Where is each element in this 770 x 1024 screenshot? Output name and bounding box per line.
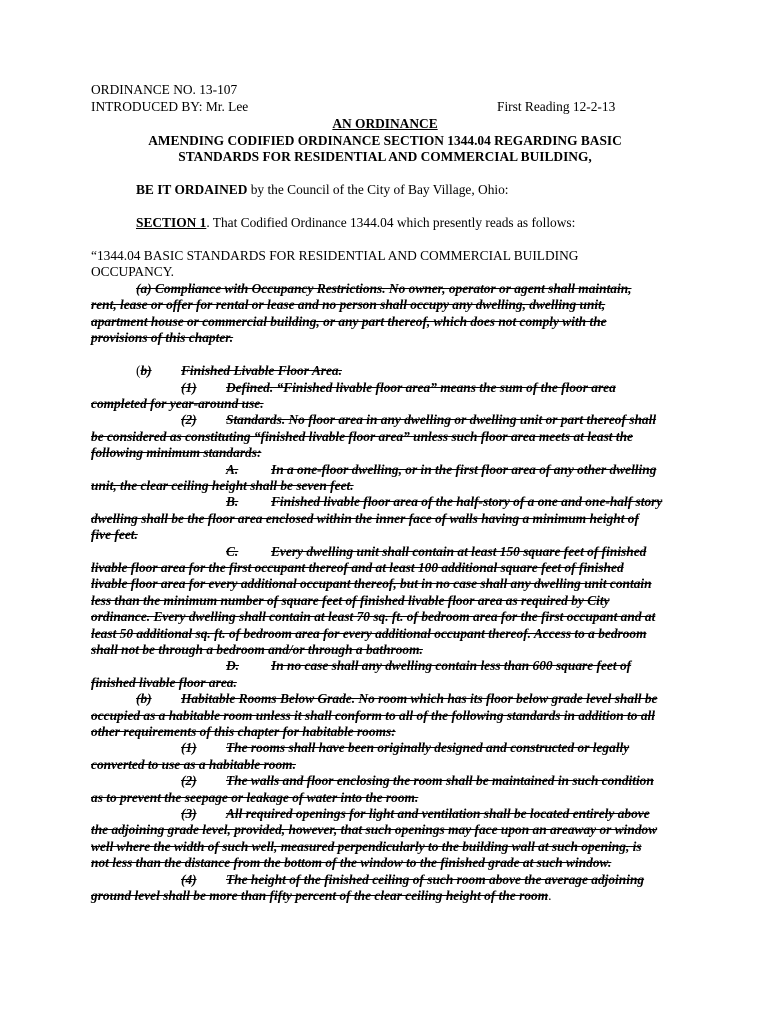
section-heading-line2: OCCUPANCY. <box>91 264 174 279</box>
para-h4-line2: ground level shall be more than fifty percent of the clear ceiling height of the room <box>91 888 549 903</box>
para-b1-number: (1) <box>181 380 197 395</box>
ordinance-number: ORDINANCE NO. 13-107 <box>91 82 238 97</box>
para-h3-line2: the adjoining grade level, provided, however, that such openings may face upon an areaway or window <box>91 822 658 837</box>
introduced-by: INTRODUCED BY: Mr. Lee <box>91 99 249 114</box>
para-A-line1: In a one-floor dwelling, or in the first floor area of any other dwelling <box>271 462 657 477</box>
para-h2-line2: as to prevent the seepage or leakage of water into the room. <box>91 790 419 805</box>
ordinance-title: AN ORDINANCE <box>332 116 438 131</box>
para-b-title: Finished Livable Floor Area. <box>181 363 342 378</box>
para-h1-line2: converted to use as a habitable room. <box>91 757 296 772</box>
first-reading: First Reading 12-2-13 <box>497 99 616 114</box>
para-C-line5: ordinance. Every dwelling shall contain at least 70 sq. ft. of bedroom area for the first occupant and at <box>91 609 656 624</box>
para-C-line1: Every dwelling unit shall contain at least 150 square feet of finished <box>271 544 647 559</box>
para-b2-number: (2) <box>181 412 197 427</box>
para-b-number <box>136 363 152 379</box>
para-h4-line1: The height of the finished ceiling of such room above the average adjoining <box>226 872 645 887</box>
section-1 <box>136 215 575 231</box>
para-B-line3: five feet. <box>91 527 138 542</box>
para-b-letter: b) <box>140 363 152 378</box>
para-C-line7: shall not be through a bedroom and/or through a bathroom. <box>91 642 423 657</box>
para-D-line1: In no case shall any dwelling contain less than 600 square feet of <box>271 658 632 673</box>
para-A-line2: unit, the clear ceiling height shall be seven feet. <box>91 478 354 493</box>
para-B-line1: Finished livable floor area of the half-story of a one and one-half story <box>271 494 663 509</box>
para-D-line2: finished livable floor area. <box>91 675 237 690</box>
para-C-line4: less than the minimum number of square feet of finished livable floor area as required by City <box>91 593 610 608</box>
para-h3-line4: not less than the distance from the bottom of the window to the finished grade at such window. <box>91 855 612 870</box>
para-C-line6: least 50 additional sq. ft. of bedroom area for every additional occupant thereof. Access to a bedroom <box>91 626 647 641</box>
para-b2-line1: Standards. No floor area in any dwelling or dwelling unit or part thereof shall <box>226 412 657 427</box>
para-b2-line2: be considered as constituting “finished livable floor area” unless such floor area meets at least the <box>91 429 633 444</box>
para-hb-number: (b) <box>136 691 152 706</box>
para-C-number: C. <box>226 544 239 559</box>
para-hb-line2: occupied as a habitable room unless it shall conform to all of the following standards in addition to all <box>91 708 655 723</box>
be-it-ordained-rest: by the Council of the City of Bay Village, Ohio: <box>247 182 509 197</box>
para-A-number: A. <box>226 462 239 477</box>
para-a-line4: provisions of this chapter. <box>91 330 234 345</box>
para-hb-line3: other requirements of this chapter for habitable rooms: <box>91 724 396 739</box>
section-1-rest: . That Codified Ordinance 1344.04 which presently reads as follows: <box>206 215 576 230</box>
para-h2-number: (2) <box>181 773 197 788</box>
be-it-ordained-bold: BE IT ORDAINED <box>136 182 248 197</box>
para-h3-line3: well where the width of such well, measured perpendicularly to the building wall at such opening, is <box>91 839 642 854</box>
para-B-line2: dwelling shall be the floor area enclosed within the inner face of walls having a minimum height of <box>91 511 639 526</box>
para-C-line2: livable floor area for the first occupant thereof and at least 100 additional square feet of finished <box>91 560 624 575</box>
para-h2-line1: The walls and floor enclosing the room shall be maintained in such condition <box>226 773 654 788</box>
para-h4-end: . <box>548 888 552 903</box>
para-hb-line1: Habitable Rooms Below Grade. No room which has its floor below grade level shall be <box>181 691 658 706</box>
para-h4-line2-wrap <box>91 888 551 904</box>
section-heading-line1: “1344.04 BASIC STANDARDS FOR RESIDENTIAL AND COMMERCIAL BUILDING <box>91 248 579 263</box>
para-h1-line1: The rooms shall have been originally designed and constructed or legally <box>226 740 630 755</box>
para-b1-line1: Defined. “Finished livable floor area” means the sum of the floor area <box>226 380 616 395</box>
para-b-open-paren: ( <box>136 363 141 378</box>
ordinance-subtitle-2: STANDARDS FOR RESIDENTIAL AND COMMERCIAL BUILDING, <box>178 149 592 164</box>
ordinance-subtitle-1: AMENDING CODIFIED ORDINANCE SECTION 1344.04 REGARDING BASIC <box>148 133 622 148</box>
para-D-number: D. <box>226 658 240 673</box>
para-h3-line1: All required openings for light and ventilation shall be located entirely above <box>226 806 650 821</box>
para-h4-number: (4) <box>181 872 197 887</box>
para-h3-number: (3) <box>181 806 197 821</box>
para-C-line3: livable floor area for every additional occupant thereof, but in no case shall any dwelling unit contain <box>91 576 652 591</box>
section-1-label: SECTION 1 <box>136 215 207 230</box>
para-b2-line3: following minimum standards: <box>91 445 262 460</box>
para-h1-number: (1) <box>181 740 197 755</box>
para-a-line2: rent, lease or offer for rental or lease and no person shall occupy any dwelling, dwelling unit, <box>91 297 606 312</box>
be-it-ordained <box>136 182 509 198</box>
para-B-number: B. <box>226 494 239 509</box>
para-a-line1: (a) Compliance with Occupancy Restrictions. No owner, operator or agent shall maintain, <box>136 281 632 296</box>
para-a-line3: apartment house or commercial building, or any part thereof, which does not comply with the <box>91 314 607 329</box>
para-b1-line2: completed for year-around use. <box>91 396 264 411</box>
